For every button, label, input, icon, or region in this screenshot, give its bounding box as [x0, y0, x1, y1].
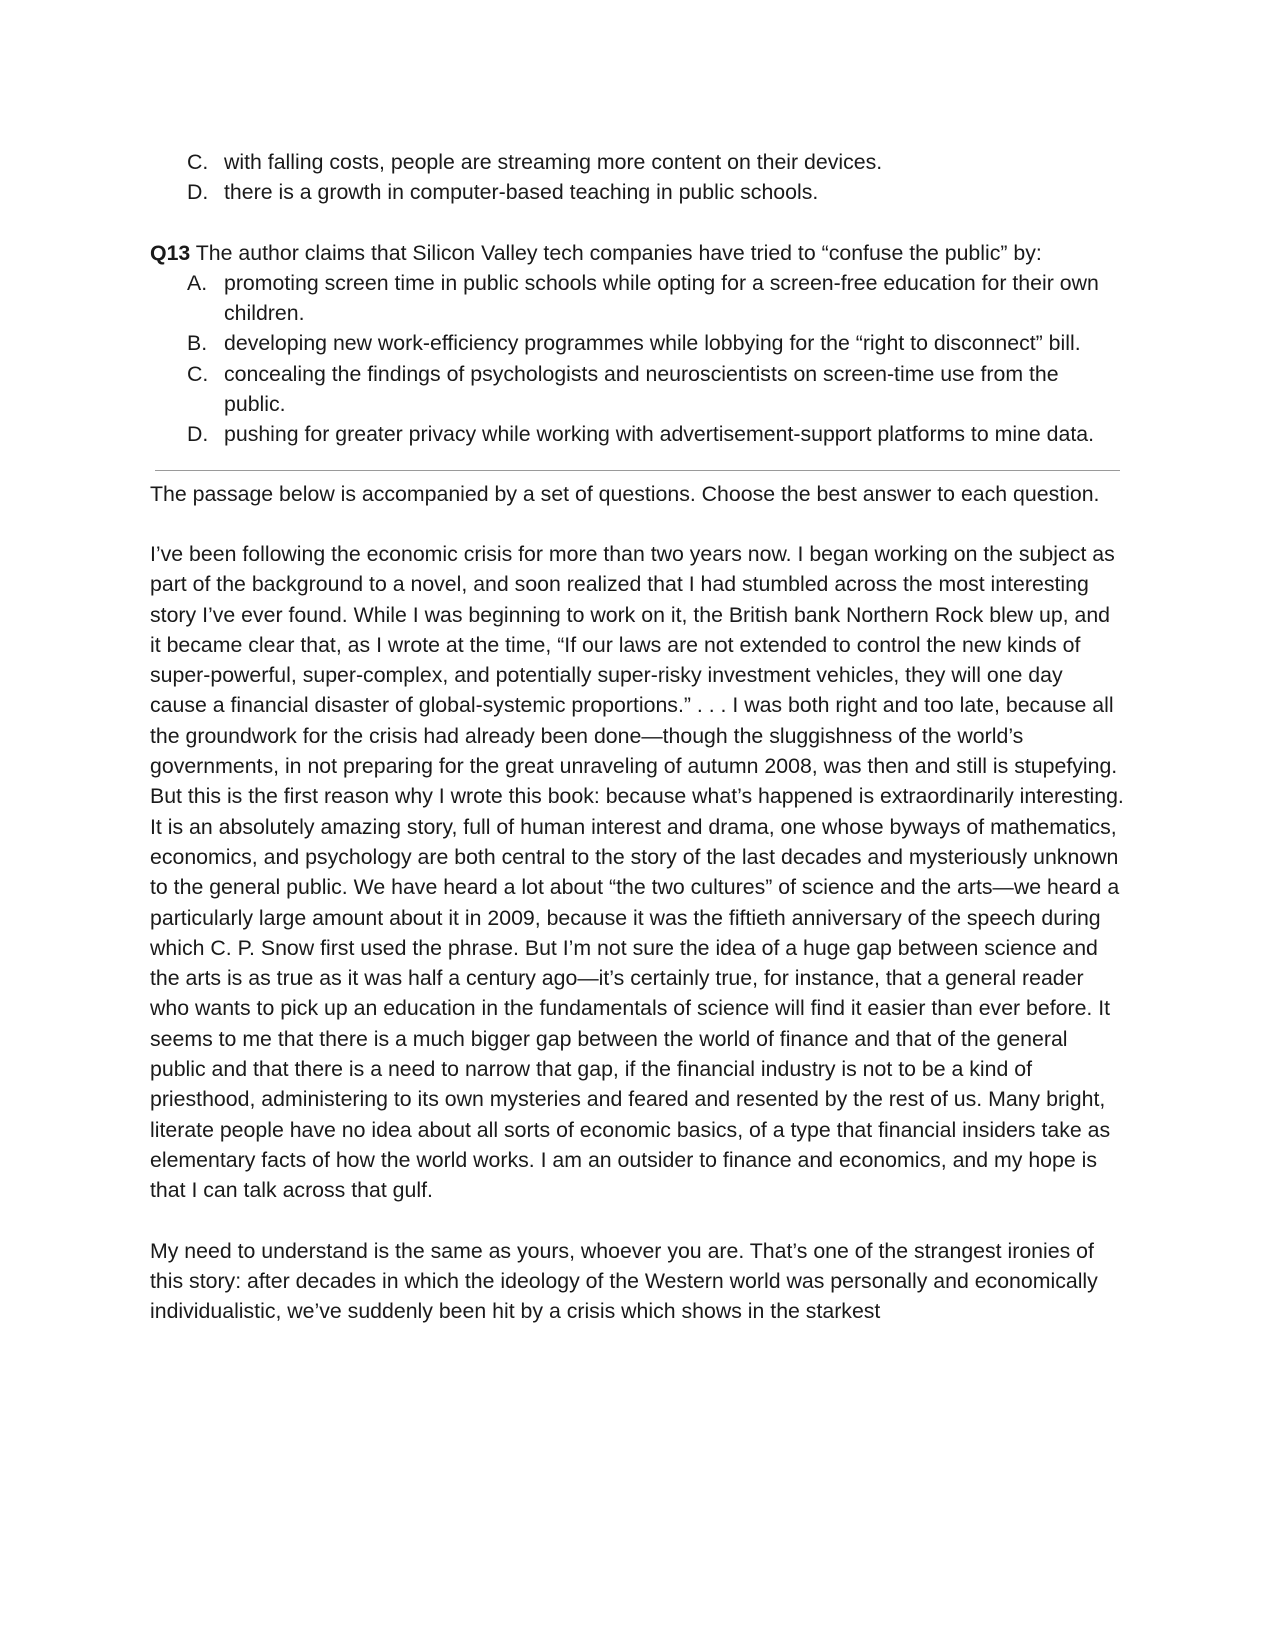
option-text: pushing for greater privacy while working with advertisement-support platforms to mine data. [224, 422, 1095, 447]
question-13-options [150, 268, 1125, 450]
option-text: concealing the findings of psychologists and neuroscientists on screen-time use from the public. [224, 361, 1059, 417]
option-d [150, 419, 1125, 449]
option-letter: B. [187, 331, 208, 356]
section-divider [155, 470, 1120, 471]
option-b [150, 328, 1125, 358]
passage-paragraph-1: I’ve been following the economic crisis for more than two years now. I began working on the subject as part of the background to a novel, and soon realized that I had stumbled across the most interesting story I’ve ever found. While I was beginning to work on it, the British bank Northern Rock blew up, and it became clear that, as I wrote at the time, “If our laws are not extended to control the new kinds of super-powerful, super-complex, and potentially super-risky investment vehicles, they will one day cause a financial disaster of global-systemic proportions.” . . . I was both right and too late, because all the groundwork for the crisis had already been done—though the sluggishness of the world’s governments, in not preparing for the great unraveling of autumn 2008, was then and still is stupefying. But this is the first reason why I wrote this book: because what’s happened is extraordinarily interesting. It is an absolutely amazing story, full of human interest and drama, one whose byways of mathematics, economics, and psychology are both central to the story of the last decades and mysteriously unknown to the general public. We have heard a lot about “the two cultures” of science and the arts—we heard a particularly large amount about it in 2009, because it was the fiftieth anniversary of the speech during which C. P. Snow first used the phrase. But I’m not sure the idea of a huge gap between science and the arts is as true as it was half a century ago—it’s certainly true, for instance, that a general reader who wants to pick up an education in the fundamentals of science will find it easier than ever before. It seems to me that there is a much bigger gap between the world of finance and that of the general public and that there is a need to narrow that gap, if the financial industry is not to be a kind of priesthood, administering to its own mysteries and feared and resented by the rest of us. Many bright, literate people have no idea about all sorts of economic basics, of a type that financial insiders take as elementary facts of how the world works. I am an outsider to finance and economics, and my hope is that I can talk across that gulf. [150, 541, 1124, 1203]
passage-paragraph-2: My need to understand is the same as yours, whoever you are. That’s one of the strangest ironies of this story: after decades in which the ideology of the Western world was personally and economically individualistic, we’ve suddenly been hit by a crisis which shows in the starkest [150, 1238, 1098, 1324]
option-letter: C. [187, 361, 209, 386]
option-c [150, 359, 1125, 420]
option-letter: D. [187, 422, 209, 447]
prev-question-options [150, 147, 1125, 208]
question-stem [150, 238, 1125, 268]
page-content [150, 147, 1125, 1326]
option-letter: C. [187, 150, 209, 174]
option-c [150, 147, 1125, 177]
option-letter: D. [187, 180, 209, 205]
passage-instructions: The passage below is accompanied by a set of questions. Choose the best answer to each question. [150, 481, 1100, 506]
option-text: promoting screen time in public schools while opting for a screen-free education for their own children. [224, 270, 1099, 326]
option-d [150, 177, 1125, 207]
question-text: The author claims that Silicon Valley tech companies have tried to “confuse the public” by: [190, 240, 1042, 265]
question-number: Q13 [150, 240, 191, 265]
option-a [150, 268, 1125, 329]
option-text: there is a growth in computer-based teaching in public schools. [224, 180, 819, 205]
option-text: with falling costs, people are streaming more content on their devices. [224, 150, 883, 174]
option-letter: A. [187, 270, 208, 295]
option-text: developing new work-efficiency programmes while lobbying for the “right to disconnect” bill. [224, 331, 1081, 356]
question-13 [150, 238, 1125, 450]
